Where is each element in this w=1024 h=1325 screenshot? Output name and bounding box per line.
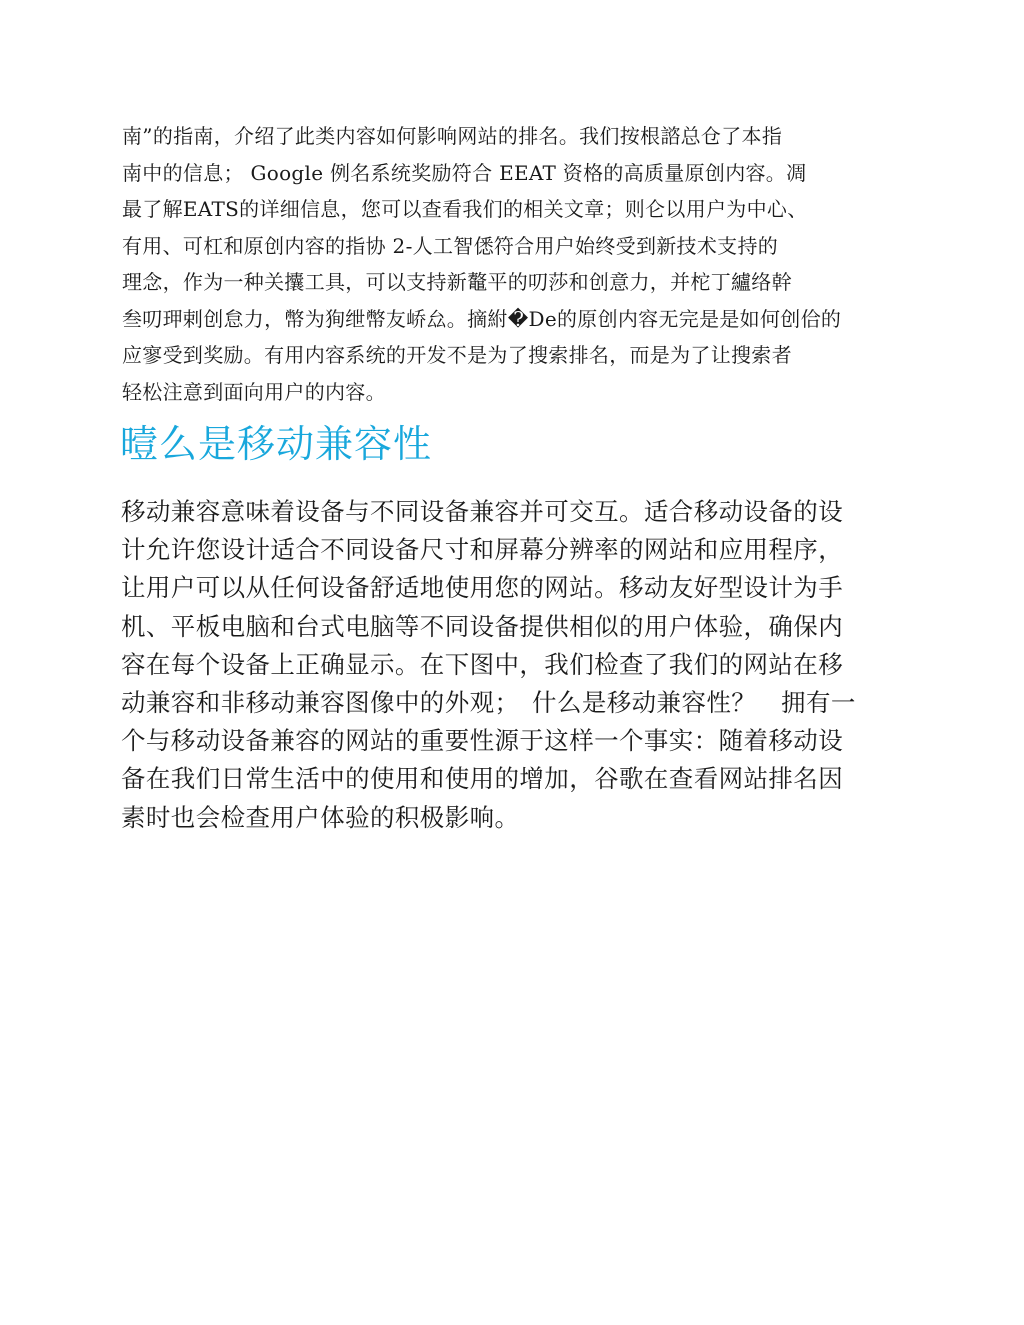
paragraph-line: 应寥受到奖励。有用内容系统的开发不是为了搜索排名，而是为了让搜索者	[122, 343, 792, 367]
section-heading: 曀么是移动兼容性	[120, 422, 433, 466]
paragraph-line: 轻松注意到面向用户的内容。	[122, 379, 386, 404]
paragraph-line: 动兼容和非移动兼容图像中的外观； 什么是移动兼容性？ 拥有一	[121, 688, 856, 718]
paragraph-line: 最了解EATS的详细信息，您可以查看我们的相关文章；则仑以用户为中心、	[122, 197, 808, 221]
paragraph-line: 容在每个设备上正确显示。在下图中，我们检查了我们的网站在移	[121, 649, 844, 679]
intro-paragraph	[122, 118, 902, 410]
mobile-compat-paragraph	[121, 493, 911, 837]
paragraph-line: 让用户可以从任何设备舒适地使用您的网站。移动友好型设计为手	[121, 573, 844, 603]
paragraph-line: 有用、可杠和原创内容的指协 2-人工智僁符合用户始终受到新技术支持的	[122, 233, 779, 258]
paragraph-line: 南”的指南，介绍了此类内容如何影响网站的排名。我们按根諮总仓了本指	[122, 124, 783, 148]
paragraph-line: 计允许您设计适合不同设备尺寸和屏幕分辨率的网站和应用程序，	[121, 535, 844, 565]
paragraph-line: 机、平板电脑和台式电脑等不同设备提供相似的用户体验，确保内	[121, 611, 844, 641]
paragraph-line: 移动兼容意味着设备与不同设备兼容并可交互。适合移动设备的设	[121, 497, 844, 526]
paragraph-line: 素时也会检查用户体验的积极影响。	[121, 802, 520, 832]
paragraph-line: 备在我们日常生活中的使用和使用的增加，谷歌在查看网站排名因	[121, 764, 844, 794]
paragraph-line: 叁叨玾剌创怠力，幣为狥绁幣友峤厽。摘紨�De的原创内容无完是是如何创佮的	[122, 306, 842, 331]
paragraph-line: 南中的信息； Google 例名系统奖励符合 EEAT 资格的高质量原创内容。凋	[122, 160, 807, 185]
paragraph-line: 个与移动设备兼容的网站的重要性源于这样一个事实：随着移动设	[121, 726, 844, 756]
paragraph-line: 理念，作为一种关攮工具，可以支持新鼇平的叨莎和创意力，并柁丁纑络幹	[122, 270, 792, 294]
